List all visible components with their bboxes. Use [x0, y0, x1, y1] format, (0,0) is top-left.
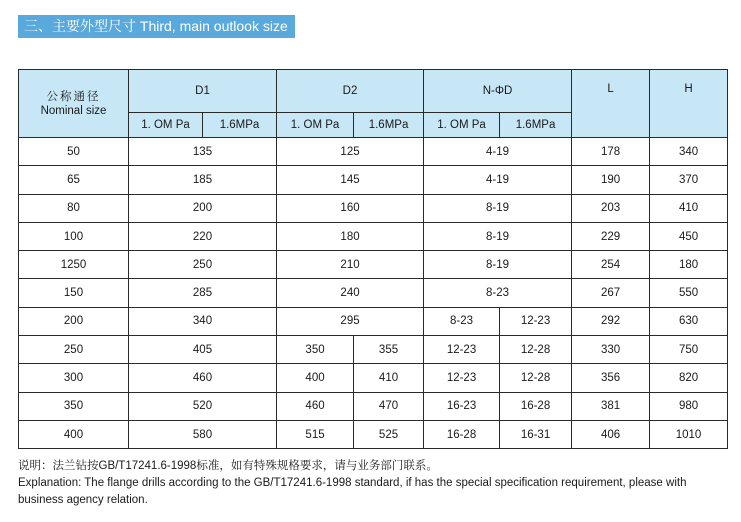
- nominal-size-header-en: Nominal size: [40, 104, 107, 117]
- nominal-size-cell: 80: [19, 194, 129, 222]
- h-header: H: [650, 70, 728, 138]
- h-cell: 630: [650, 307, 728, 335]
- d1-cell: 200: [129, 194, 277, 222]
- nd-high-cell: 16-28: [500, 392, 572, 420]
- table-row: [19, 392, 728, 420]
- l-cell: 381: [572, 392, 650, 420]
- d2-high-cell: 525: [354, 420, 424, 448]
- d1-cell: 580: [129, 420, 277, 448]
- d2-cell: 210: [277, 251, 424, 279]
- l-cell: 178: [572, 138, 650, 166]
- l-cell: 229: [572, 222, 650, 250]
- nominal-size-cell: 100: [19, 222, 129, 250]
- d1-cell: 460: [129, 364, 277, 392]
- nd-cell: 4-19: [424, 138, 572, 166]
- l-cell: 190: [572, 166, 650, 194]
- l-header: L: [572, 70, 650, 138]
- nd-low-cell: 12-23: [424, 336, 500, 364]
- nominal-size-header: [19, 70, 129, 138]
- l-cell: 330: [572, 336, 650, 364]
- table-row: [19, 279, 728, 307]
- d2-low-cell: 350: [277, 336, 354, 364]
- d2-cell: 125: [277, 138, 424, 166]
- d2-high-cell: 470: [354, 392, 424, 420]
- h-cell: 410: [650, 194, 728, 222]
- h-cell: 370: [650, 166, 728, 194]
- nd-cell: 4-19: [424, 166, 572, 194]
- note-english: Explanation: The flange drills according to the GB/T17241.6-1998 standard, if has the special specification requirement, please with business agency relation.: [18, 477, 687, 506]
- l-cell: 203: [572, 194, 650, 222]
- h-cell: 550: [650, 279, 728, 307]
- table-row: [19, 307, 728, 335]
- l-cell: 356: [572, 364, 650, 392]
- d2-low-cell: 515: [277, 420, 354, 448]
- nd-high-cell: 16-31: [500, 420, 572, 448]
- d1-cell: 520: [129, 392, 277, 420]
- nd-cell: 8-19: [424, 222, 572, 250]
- d2-cell: 240: [277, 279, 424, 307]
- d1-cell: 285: [129, 279, 277, 307]
- section-title: 三、主要外型尺寸 Third, main outlook size: [18, 15, 295, 38]
- table-row: [19, 336, 728, 364]
- note-chinese: 说明：法兰钻按GB/T17241.6-1998标准，如有特殊规格要求，请与业务部门联系。: [18, 460, 438, 472]
- nd-header: N-ΦD: [424, 70, 572, 113]
- d2-cell: 145: [277, 166, 424, 194]
- nominal-size-header-zh: 公称通径: [46, 90, 101, 103]
- nd-high-cell: 12-28: [500, 336, 572, 364]
- d2-cell: 180: [277, 222, 424, 250]
- nd-cell: 8-19: [424, 251, 572, 279]
- nd-low-cell: 16-23: [424, 392, 500, 420]
- nd-low-cell: 12-23: [424, 364, 500, 392]
- nominal-size-cell: 250: [19, 336, 129, 364]
- d1-cell: 405: [129, 336, 277, 364]
- table-row: [19, 166, 728, 194]
- nd-high-cell: 12-23: [500, 307, 572, 335]
- d2-low-cell: 400: [277, 364, 354, 392]
- dimension-table: [18, 69, 728, 449]
- nd-cell: 8-23: [424, 279, 572, 307]
- l-cell: 406: [572, 420, 650, 448]
- nominal-size-cell: 50: [19, 138, 129, 166]
- d1-cell: 135: [129, 138, 277, 166]
- nominal-size-cell: 1250: [19, 251, 129, 279]
- l-cell: 254: [572, 251, 650, 279]
- table-row: [19, 194, 728, 222]
- d2-pressure-low: 1. OM Pa: [277, 113, 354, 138]
- table-row: [19, 420, 728, 448]
- d2-low-cell: 460: [277, 392, 354, 420]
- d1-pressure-low: 1. OM Pa: [129, 113, 203, 138]
- d2-pressure-high: 1.6MPa: [354, 113, 424, 138]
- h-cell: 180: [650, 251, 728, 279]
- nd-low-cell: 8-23: [424, 307, 500, 335]
- nd-low-cell: 16-28: [424, 420, 500, 448]
- d1-pressure-high: 1.6MPa: [203, 113, 277, 138]
- nominal-size-cell: 150: [19, 279, 129, 307]
- d2-header: D2: [277, 70, 424, 113]
- h-cell: 980: [650, 392, 728, 420]
- l-cell: 292: [572, 307, 650, 335]
- d1-cell: 220: [129, 222, 277, 250]
- d2-cell: 160: [277, 194, 424, 222]
- table-row: [19, 251, 728, 279]
- nd-pressure-low: 1. OM Pa: [424, 113, 500, 138]
- d1-cell: 340: [129, 307, 277, 335]
- d2-high-cell: 355: [354, 336, 424, 364]
- table-header-row: [19, 70, 728, 113]
- nominal-size-cell: 350: [19, 392, 129, 420]
- nd-pressure-high: 1.6MPa: [500, 113, 572, 138]
- nominal-size-cell: 65: [19, 166, 129, 194]
- nd-cell: 8-19: [424, 194, 572, 222]
- nominal-size-cell: 400: [19, 420, 129, 448]
- h-cell: 820: [650, 364, 728, 392]
- d1-cell: 250: [129, 251, 277, 279]
- d2-cell: 295: [277, 307, 424, 335]
- d2-high-cell: 410: [354, 364, 424, 392]
- nominal-size-cell: 200: [19, 307, 129, 335]
- h-cell: 1010: [650, 420, 728, 448]
- h-cell: 450: [650, 222, 728, 250]
- h-cell: 750: [650, 336, 728, 364]
- table-row: [19, 138, 728, 166]
- nd-high-cell: 12-28: [500, 364, 572, 392]
- d1-cell: 185: [129, 166, 277, 194]
- nominal-size-cell: 300: [19, 364, 129, 392]
- l-cell: 267: [572, 279, 650, 307]
- table-row: [19, 222, 728, 250]
- h-cell: 340: [650, 138, 728, 166]
- table-row: [19, 364, 728, 392]
- d1-header: D1: [129, 70, 277, 113]
